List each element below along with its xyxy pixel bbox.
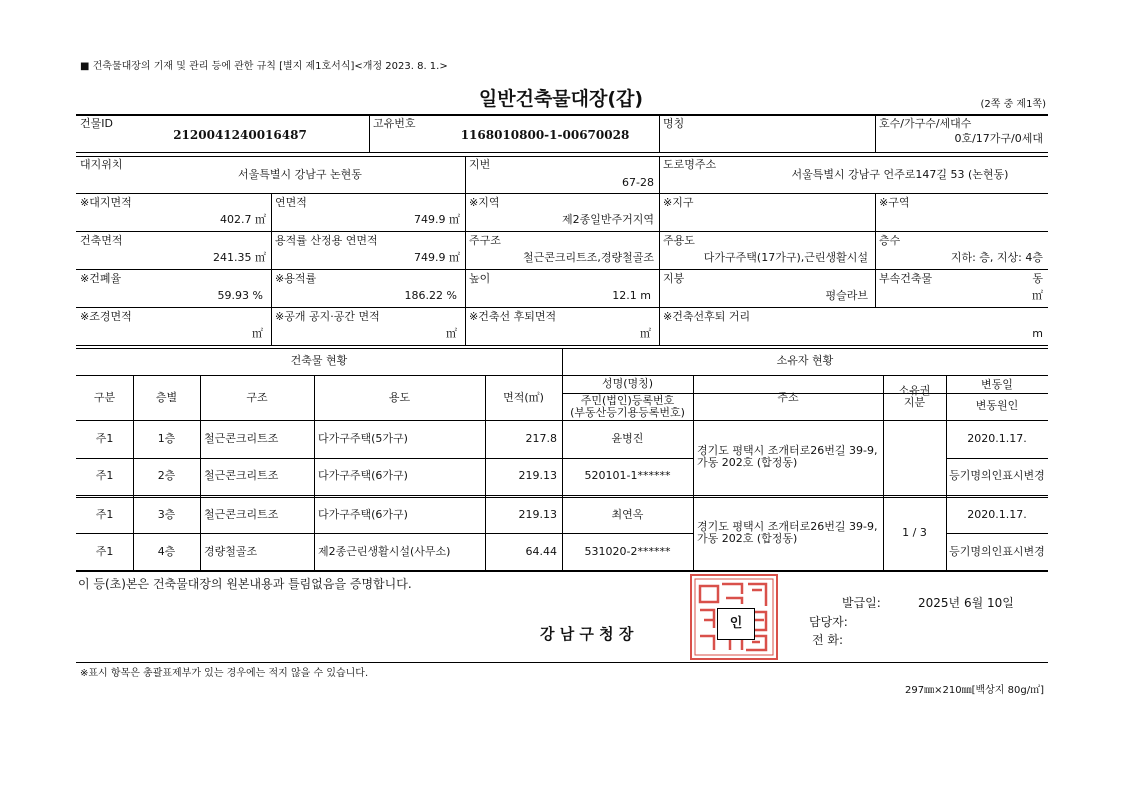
height-value: 12.1 m bbox=[612, 289, 651, 302]
owner-change-reason: 등기명의인표시변경 bbox=[949, 469, 1045, 482]
owner-share: 1 / 3 bbox=[902, 526, 927, 539]
building-id: 2120041240016487 bbox=[173, 128, 307, 142]
roof-label: 지붕 bbox=[663, 272, 685, 285]
issuer-name: 강 남 구 청 장 bbox=[540, 625, 634, 643]
owner-address-1: 경기도 평택시 조개터로26번길 39-9, bbox=[697, 444, 878, 457]
col-class: 구분 bbox=[93, 391, 116, 404]
ward-label: ※구역 bbox=[879, 196, 910, 209]
table-row-struct: 철근콘크리트조 bbox=[204, 432, 279, 445]
setback-area-label: ※건축선 후퇴면적 bbox=[469, 310, 557, 323]
col-owner-name: 성명(명칭) bbox=[601, 377, 654, 390]
far-area-value: 749.9 ㎡ bbox=[414, 251, 460, 264]
zone-value: 제2종일반주거지역 bbox=[561, 213, 654, 226]
far-value: 186.22 % bbox=[404, 289, 457, 302]
bcr-value: 59.93 % bbox=[217, 289, 263, 302]
owner-address-2: 가동 202호 (합정동) bbox=[697, 456, 798, 469]
bcr-label: ※건폐율 bbox=[80, 272, 122, 285]
setback-dist-label: ※건축선후퇴 거리 bbox=[663, 310, 751, 323]
table-row-cls: 주1 bbox=[95, 432, 114, 445]
table-row-use: 다가구주택(5가구) bbox=[318, 432, 408, 445]
owner-regno: 520101-1****** bbox=[584, 469, 671, 482]
lot-value: 67-28 bbox=[622, 176, 654, 189]
seal-mark: 인 bbox=[717, 608, 755, 640]
building-id-label: 건물ID bbox=[80, 117, 113, 130]
table-row-struct: 철근콘크리트조 bbox=[204, 469, 279, 482]
table-row-struct: 철근콘크리트조 bbox=[204, 508, 279, 521]
district-label: ※지구 bbox=[663, 196, 694, 209]
col-floor: 층별 bbox=[155, 391, 178, 404]
owner-name: 최연옥 bbox=[611, 508, 644, 521]
table-row-floor: 4층 bbox=[157, 545, 176, 558]
setback-dist-unit: m bbox=[1032, 327, 1043, 340]
floors-label: 층수 bbox=[879, 234, 901, 247]
certification-text: 이 등(초)본은 건축물대장의 원본내용과 틀림없음을 증명합니다. bbox=[78, 577, 412, 591]
regulation-text: ■ 건축물대장의 기재 및 관리 등에 관한 규칙 [별지 제1호서식]<개정 2023. 8. 1.> bbox=[80, 61, 448, 72]
units-value: 0호/17가구/0세대 bbox=[954, 132, 1043, 145]
footnote: ※표시 항목은 총괄표제부가 있는 경우에는 적지 않을 수 있습니다. bbox=[80, 668, 369, 679]
table-row-floor: 3층 bbox=[157, 508, 176, 521]
road-value: 서울특별시 강남구 언주로147길 53 (논현동) bbox=[791, 168, 1009, 181]
table-row-cls: 주1 bbox=[95, 469, 114, 482]
owner-change-reason: 등기명의인표시변경 bbox=[949, 545, 1045, 558]
floor-area-label: 연면적 bbox=[275, 196, 307, 209]
table-row-area: 219.13 bbox=[518, 469, 557, 482]
paper-spec: 297㎜×210㎜[백상지 80g/㎡] bbox=[905, 685, 1044, 696]
lot-label: 지번 bbox=[469, 158, 491, 171]
setback-area-unit: ㎡ bbox=[640, 327, 651, 340]
units-label: 호수/가구수/세대수 bbox=[879, 117, 972, 130]
table-row-cls: 주1 bbox=[95, 545, 114, 558]
page-info: (2쪽 중 제1쪽) bbox=[980, 99, 1046, 110]
open-space-unit: ㎡ bbox=[446, 327, 457, 340]
owner-change-date: 2020.1.17. bbox=[967, 432, 1027, 445]
annex-count-unit: 동 bbox=[1032, 272, 1043, 285]
table-row-use: 다가구주택(6가구) bbox=[318, 508, 408, 521]
owner-address-1: 경기도 평택시 조개터로26번길 39-9, bbox=[697, 520, 878, 533]
col-change-reason: 변동원인 bbox=[975, 399, 1019, 412]
table-row-area: 217.8 bbox=[525, 432, 557, 445]
section-owner-status: 소유자 현황 bbox=[776, 354, 834, 367]
open-space-label: ※공개 공지·공간 면적 bbox=[275, 310, 380, 323]
land-area-label: ※대지면적 bbox=[80, 196, 132, 209]
landscape-label: ※조경면적 bbox=[80, 310, 132, 323]
section-building-status: 건축물 현황 bbox=[290, 354, 348, 367]
use-label: 주용도 bbox=[663, 234, 695, 247]
name-label: 명칭 bbox=[663, 117, 685, 130]
annex-area-unit: ㎡ bbox=[1032, 289, 1043, 302]
owner-regno: 531020-2****** bbox=[584, 545, 671, 558]
roof-value: 평슬라브 bbox=[825, 289, 868, 302]
owner-address-2: 가동 202호 (합정동) bbox=[697, 532, 798, 545]
use-value: 다가구주택(17가구),근린생활시설 bbox=[703, 251, 868, 264]
unique-no: 1168010800-1-00670028 bbox=[460, 128, 630, 142]
col-use: 용도 bbox=[388, 391, 411, 404]
road-label: 도로명주소 bbox=[663, 158, 717, 171]
land-area-value: 402.7 ㎡ bbox=[220, 213, 266, 226]
table-row-area: 219.13 bbox=[518, 508, 557, 521]
col-change-date: 변동일 bbox=[981, 378, 1013, 391]
height-label: 높이 bbox=[469, 272, 491, 285]
far-label: ※용적률 bbox=[275, 272, 317, 285]
bldg-area-label: 건축면적 bbox=[80, 234, 123, 247]
table-row-struct: 경량철골조 bbox=[204, 545, 258, 558]
col-share-2: 지분 bbox=[903, 396, 926, 409]
site-value: 서울특별시 강남구 논현동 bbox=[238, 168, 362, 181]
floors-value: 지하: 층, 지상: 4층 bbox=[950, 251, 1043, 264]
col-address: 주소 bbox=[777, 391, 799, 404]
col-structure: 구조 bbox=[246, 391, 268, 404]
floor-area-value: 749.9 ㎡ bbox=[414, 213, 460, 226]
clerk-label: 담당자: bbox=[809, 615, 848, 629]
issue-date-label: 발급일: bbox=[842, 596, 881, 610]
unique-no-label: 고유번호 bbox=[373, 117, 416, 130]
bldg-area-value: 241.35 ㎡ bbox=[213, 251, 266, 264]
annex-label: 부속건축물 bbox=[879, 272, 933, 285]
table-row-use: 제2종근린생활시설(사무소) bbox=[318, 545, 451, 558]
col-share-1: 소유권 bbox=[898, 384, 931, 397]
col-regno-1: 주민(법인)등록번호 bbox=[580, 394, 675, 407]
col-area: 면적(㎡) bbox=[503, 391, 544, 404]
table-row-floor: 1층 bbox=[157, 432, 176, 445]
page-title: 일반건축물대장(갑) bbox=[478, 88, 644, 110]
col-regno-2: (부동산등기용등록번호) bbox=[570, 406, 685, 419]
table-row-cls: 주1 bbox=[95, 508, 114, 521]
table-row-use: 다가구주택(6가구) bbox=[318, 469, 408, 482]
site-label: 대지위치 bbox=[80, 158, 123, 171]
owner-name: 윤병진 bbox=[611, 432, 644, 445]
far-area-label: 용적률 산정용 연면적 bbox=[275, 234, 378, 247]
structure-label: 주구조 bbox=[469, 234, 501, 247]
phone-label: 전 화: bbox=[812, 633, 844, 647]
zone-label: ※지역 bbox=[469, 196, 500, 209]
table-row-floor: 2층 bbox=[157, 469, 176, 482]
owner-change-date: 2020.1.17. bbox=[967, 508, 1027, 521]
issue-date: 2025년 6월 10일 bbox=[918, 596, 1014, 610]
landscape-unit: ㎡ bbox=[252, 327, 263, 340]
table-row-area: 64.44 bbox=[525, 545, 557, 558]
structure-value: 철근콘크리트조,경량철골조 bbox=[522, 251, 654, 264]
